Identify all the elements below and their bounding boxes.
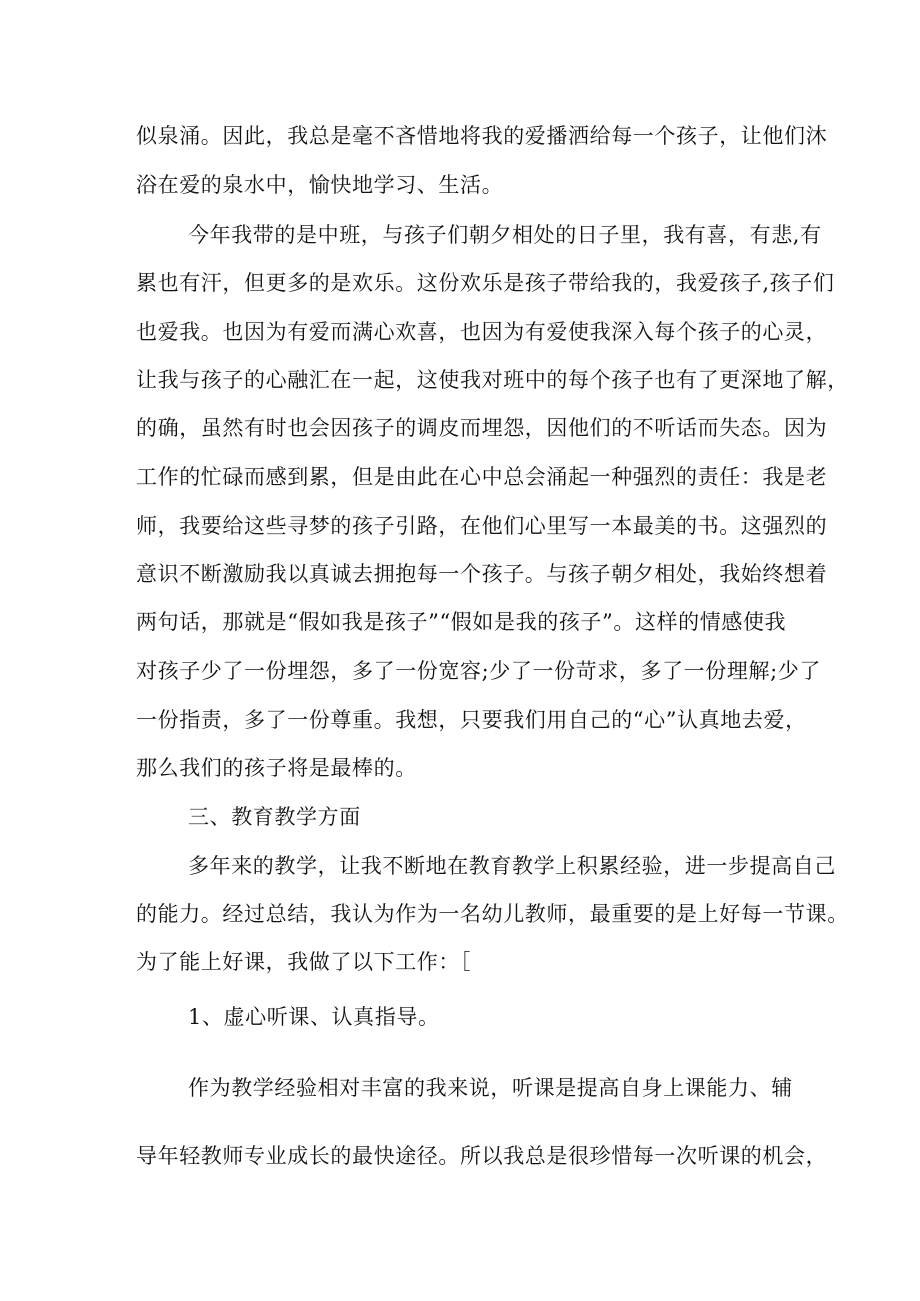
text-line: 累也有汗，但更多的是欢乐。这份欢乐是孩子带给我的，我爱孩子,孩子们	[136, 271, 835, 295]
text-line: 为了能上好课，我做了以下工作：［	[136, 950, 472, 974]
text-line: 导年轻教师专业成长的最快途径。所以我总是很珍惜每一次听课的机会，	[136, 1144, 828, 1168]
text-line: 也爱我。也因为有爱而满心欢喜，也因为有爱使我深入每个孩子的心灵，	[136, 320, 828, 344]
text-line: 让我与孩子的心融汇在一起，这使我对班中的每个孩子也有了更深地了解，	[136, 368, 849, 392]
text-line: 的确，虽然有时也会因孩子的调皮而埋怨，因他们的不听话而失态。因为	[136, 416, 828, 440]
text-line: 意识不断激励我以真诚去拥抱每一个孩子。与孩子朝夕相处，我始终想着	[136, 562, 828, 586]
text-line: 工作的忙碌而感到累，但是由此在心中总会涌起一种强烈的责任：我是老	[136, 465, 828, 489]
text-line: 多年来的教学，让我不断地在教育教学上积累经验，进一步提高自己	[188, 854, 836, 878]
text-line: 似泉涌。因此，我总是毫不吝惜地将我的爱播洒给每一个孩子，让他们沐	[136, 124, 828, 148]
text-line: 两句话，那就是“假如我是孩子”“假如是我的孩子”。这样的情感使我	[136, 610, 787, 634]
subsection-heading: 1、虚心听课、认真指导。	[188, 1005, 440, 1029]
text-line: 浴在爱的泉水中，愉快地学习、生活。	[136, 173, 504, 197]
text-line: 师，我要给这些寻梦的孩子引路，在他们心里写一本最美的书。这强烈的	[136, 514, 828, 538]
text-line: 对孩子少了一份埋怨，多了一份宽容;少了一份苛求，多了一份理解;少了	[136, 659, 821, 683]
text-line: 今年我带的是中班，与孩子们朝夕相处的日子里，我有喜，有悲,有	[188, 223, 822, 247]
text-line: 那么我们的孩子将是最棒的。	[136, 756, 417, 780]
section-heading: 三、教育教学方面	[188, 805, 361, 829]
text-line: 一份指责，多了一份尊重。我想，只要我们用自己的“心”认真地去爱，	[136, 708, 807, 732]
text-line: 作为教学经验相对丰富的我来说，听课是提高自身上课能力、辅	[188, 1076, 793, 1100]
text-line: 的能力。经过总结，我认为作为一名幼儿教师，最重要的是上好每一节课。	[136, 902, 849, 926]
